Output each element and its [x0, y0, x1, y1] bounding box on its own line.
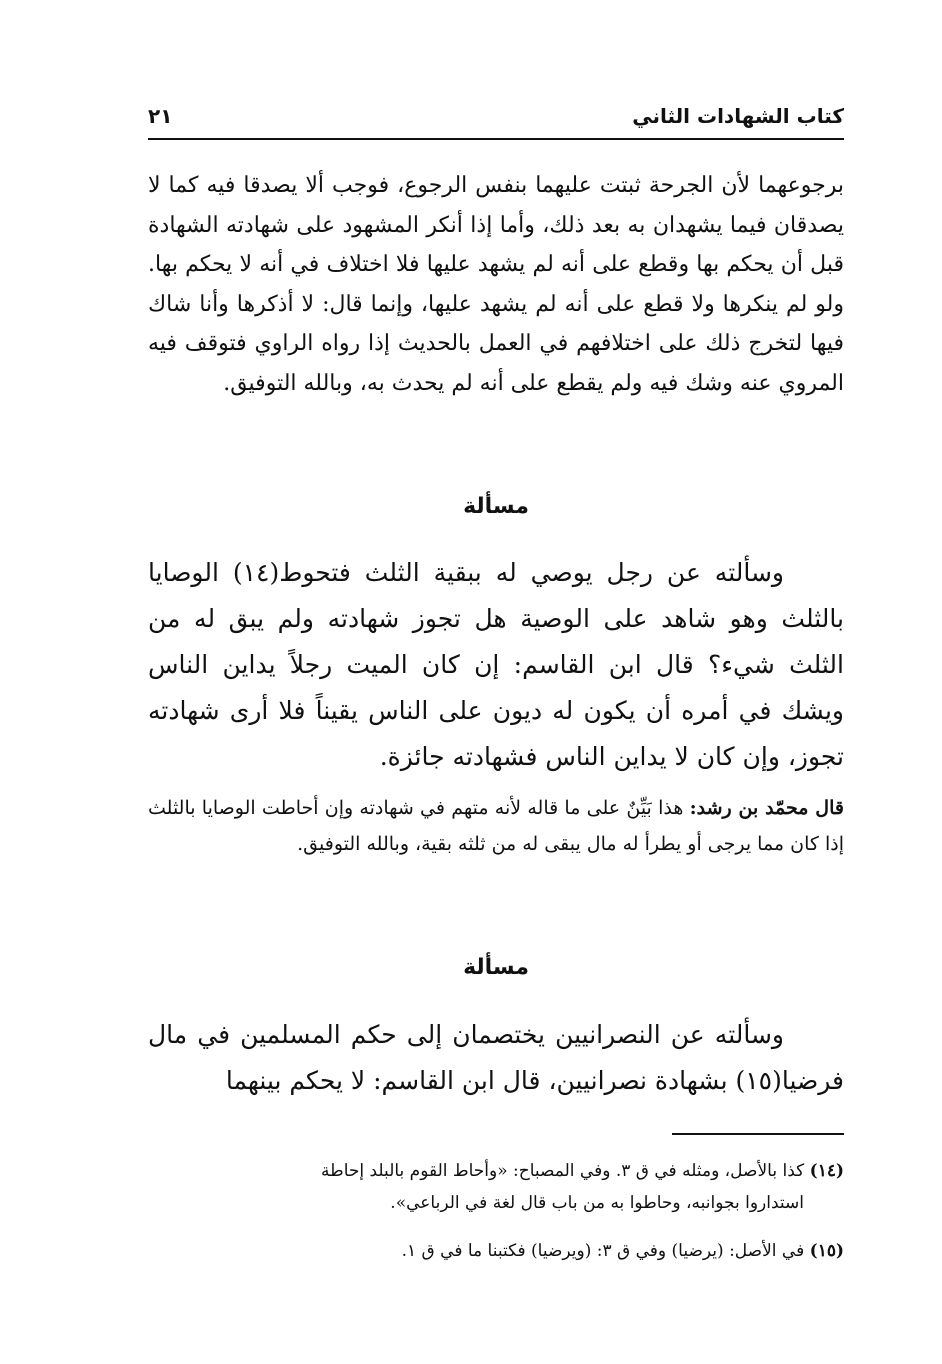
commentator-name: قال محمّد بن رشد:	[689, 797, 844, 819]
running-title: كتاب الشهادات الثاني	[632, 104, 844, 128]
footnote-15	[148, 1235, 844, 1267]
footnote-15-number: (١٥)	[809, 1241, 844, 1261]
footnote-14	[148, 1155, 844, 1219]
paragraph-3	[148, 790, 844, 862]
footnote-divider	[672, 1133, 844, 1135]
page-header	[148, 98, 844, 140]
paragraph-2: وسألته عن رجل يوصي له ببقية الثلث فتحوط(١٤) الوصايا بالثلث وهو شاهد على الوصية هل تجوز شهادته ولم يبق له من الثلث شيء؟ قال ابن القاسم: إن كان الميت رجلاً يداين الناس ويشك في أمره أن يكون له ديون على الناس يقيناً فلا أرى شهادته تجوز، وإن كان لا يداين الناس فشهادته جائزة.	[148, 558, 844, 771]
footnote-14-line-2: استداروا بجوانبه، وحاطوا به من باب قال لغة في الرباعي».	[390, 1193, 804, 1213]
paragraph-4: وسألته عن النصرانيين يختصمان إلى حكم المسلمين في مال فرضيا(١٥) بشهادة نصرانيين، قال ابن القاسم: لا يحكم بينهما	[148, 1020, 844, 1095]
footnote-14-number: (١٤)	[809, 1161, 844, 1181]
section-heading-2: مسألة	[463, 955, 529, 980]
footnote-14-line-1: كذا بالأصل، ومثله في ق ٣. وفي المصباح: «وأحاط القوم بالبلد إحاطة	[321, 1161, 805, 1181]
commentary-text: هذا بَيِّنٌ على ما قاله لأنه متهم في شهادته وإن أحاطت الوصايا بالثلث إذا كان مما يرجى أو يطرأ له مال يبقى له من ثلثه بقية، وبالله التوفيق.	[148, 797, 844, 855]
page-number: ٢١	[148, 104, 173, 128]
paragraph-1: برجوعهما لأن الجرحة ثبتت عليهما بنفس الرجوع، فوجب ألا يصدقا فيه كما لا يصدقان فيما يشهدان به بعد ذلك، وأما إذا أنكر المشهود على شهادته الشهادة قبل أن يحكم بها وقطع على أنه لم يشهد عليها فلا اختلاف في أنه لا يحكم بها. ولو لم ينكرها ولا قطع على أنه لم يشهد عليها، وإنما قال: لا أذكرها وأنا شاك فيها لتخرج ذلك على اختلافهم في العمل بالحديث إذا رواه الراوي فتوقف فيه المروي عنه وشك فيه ولم يقطع على أنه لم يحدث به، وبالله التوفيق.	[148, 173, 844, 396]
footnote-15-text: في الأصل: (يرضيا) وفي ق ٣: (ويرضيا) فكتبنا ما في ق ١.	[401, 1241, 805, 1261]
section-heading-1: مسألة	[463, 494, 529, 519]
